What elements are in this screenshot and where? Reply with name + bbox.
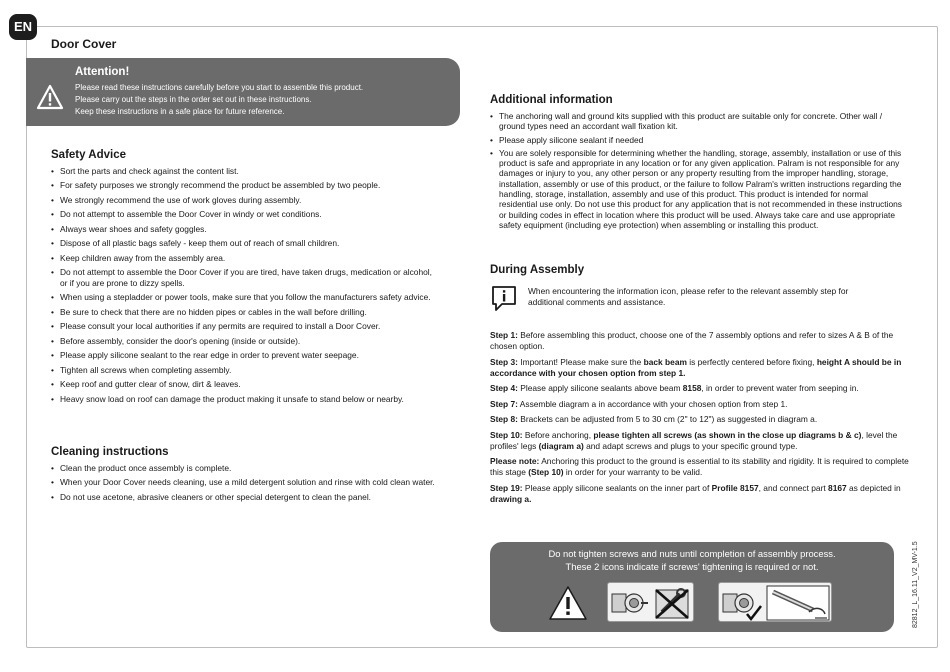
list-item: • Heavy snow load on roof can damage the product making it unsafe to stand below or nearby. [51,394,441,404]
list-item: • When your Door Cover needs cleaning, use a mild detergent solution and rinse with cold clean water. [51,477,441,487]
tightening-notice-line: Do not tighten screws and nuts until completion of assembly process. [548,548,836,559]
list-item: • Do not attempt to assemble the Door Cover in windy or wet conditions. [51,209,441,219]
list-item: • Please consult your local authorities if any permits are required to install a Door Cover. [51,321,441,331]
safety-advice-list [51,166,441,408]
list-item: • Dispose of all plastic bags safely - keep them out of reach of small children. [51,238,441,248]
list-item: • Keep children away from the assembly area. [51,253,441,263]
language-badge: EN [9,14,37,40]
step-7: Step 7: Assemble diagram a in accordance with your chosen option from step 1. [490,398,788,409]
step-3: Step 3: Important! Please make sure the back beam is perfectly centered before fixing, height A should be in accordance with your chosen option from step 1. [490,356,902,378]
warning-icon [548,585,588,621]
list-item: • Be sure to check that there are no hidden pipes or cables in the wall before drilling. [51,307,441,317]
list-item: • Please apply silicone sealant to the rear edge in order to prevent water seepage. [51,350,441,360]
list-item: • Before assembly, consider the door's opening (inside or outside). [51,336,441,346]
list-item: • Tighten all screws when completing assembly. [51,365,441,375]
safety-advice-title: Safety Advice [51,149,126,161]
document-title: Door Cover [51,37,117,51]
cleaning-instructions-list [51,463,441,506]
list-item: • We strongly recommend the use of work gloves during assembly. [51,195,441,205]
additional-information-list [490,111,905,233]
step-8: Step 8: Brackets can be adjusted from 5 to 30 cm (2" to 12") as suggested in diagram a. [490,414,818,424]
list-item: • Keep roof and gutter clear of snow, dirt & leaves. [51,379,441,389]
tightening-notice [490,542,894,632]
wrench-icon [765,584,831,622]
attention-line: Please carry out the steps in the order set out in these instructions. [75,95,312,104]
info-icon-description: When encountering the information icon, please refer to the relevant assembly step for additional comments and assistance. [528,286,849,307]
attention-line: Please read these instructions carefully before you start to assemble this product. [75,83,364,92]
step-19: Step 19: Please apply silicone sealants on the inner part of Profile 8157, and connect part 8167 as depicted in drawing a. [490,482,901,504]
list-item: • The anchoring wall and ground kits supplied with this product are suitable only for concrete. Other wall / ground types need an accordant wall fixation kit. [490,111,905,132]
info-icon [490,284,518,312]
list-item: • You are solely responsible for determining whether the handling, storage, assembly, installation or use of this product is safe and appropriate in any location or for any given application. Palram is not responsible for any damages or injury to you, any other person or any property resulting from the improper handling, storage, installation, assembly or use of this product, or the failure to follow Palram's written instructions regarding the handling, storage, installation, assembly and use of this product. This product is intended for normal residential use only. Do not use this product for any application that is not recommended in these instructions or building codes in effect in location where this product will be used. Always take care and use appropriate safety equipment (including eye protection) when assembling or installing this product. [490,148,905,230]
tightened-screw-icon [721,584,765,622]
warning-icon [36,84,64,110]
no-wrench-icon [652,584,692,622]
list-item: • Do not use acetone, abrasive cleaners or other special detergent to clean the panel. [51,492,441,502]
attention-lines [75,82,363,118]
during-assembly-title: During Assembly [490,264,585,276]
loose-screw-icon [610,584,650,622]
attention-title: Attention! [75,66,130,78]
list-item: • When using a stepladder or power tools, make sure that you follow the manufacturers safety advice. [51,292,441,302]
attention-box [26,58,460,126]
list-item: • Please apply silicone sealant if needed [490,135,905,145]
step-1: Step 1: Before assembling this product, choose one of the 7 assembly options and refer to sizes A & B of the chosen option. [490,330,894,351]
step-10: Step 10: Before anchoring, please tighten all screws (as shown in the close up diagrams b & c), level the profiles' legs (diagram a) and adapt screws and plugs to your specific ground type. [490,429,898,451]
step-4: Step 4: Please apply silicone sealants above beam 8158, in order to prevent water from seeping in. [490,383,859,393]
additional-information-title: Additional information [490,94,613,106]
attention-line: Keep these instructions in a safe place for future reference. [75,107,285,116]
list-item: • Do not attempt to assemble the Door Cover if you are tired, have taken drugs, medication or alcohol, or if you are prone to dizzy spells. [51,267,441,288]
no-tightening-icons [607,582,694,622]
assembly-steps [490,330,910,509]
list-item: • For safety purposes we strongly recommend the product be assembled by two people. [51,180,441,190]
list-item: • Sort the parts and check against the content list. [51,166,441,176]
tightening-required-icons [718,582,832,622]
list-item: • Always wear shoes and safety goggles. [51,224,441,234]
please-note: Please note: Anchoring this product to the ground is essential to its stability and rigidity. It is required to complete this stage (Step 10) in order for your warranty to be valid. [490,456,909,477]
list-item: • Clean the product once assembly is complete. [51,463,441,473]
tightening-notice-line: These 2 icons indicate if screws' tightening is required or not. [565,561,819,572]
cleaning-instructions-title: Cleaning instructions [51,446,169,458]
document-code: 82812_L_16.11_V2_MV-1.5 [912,541,919,628]
